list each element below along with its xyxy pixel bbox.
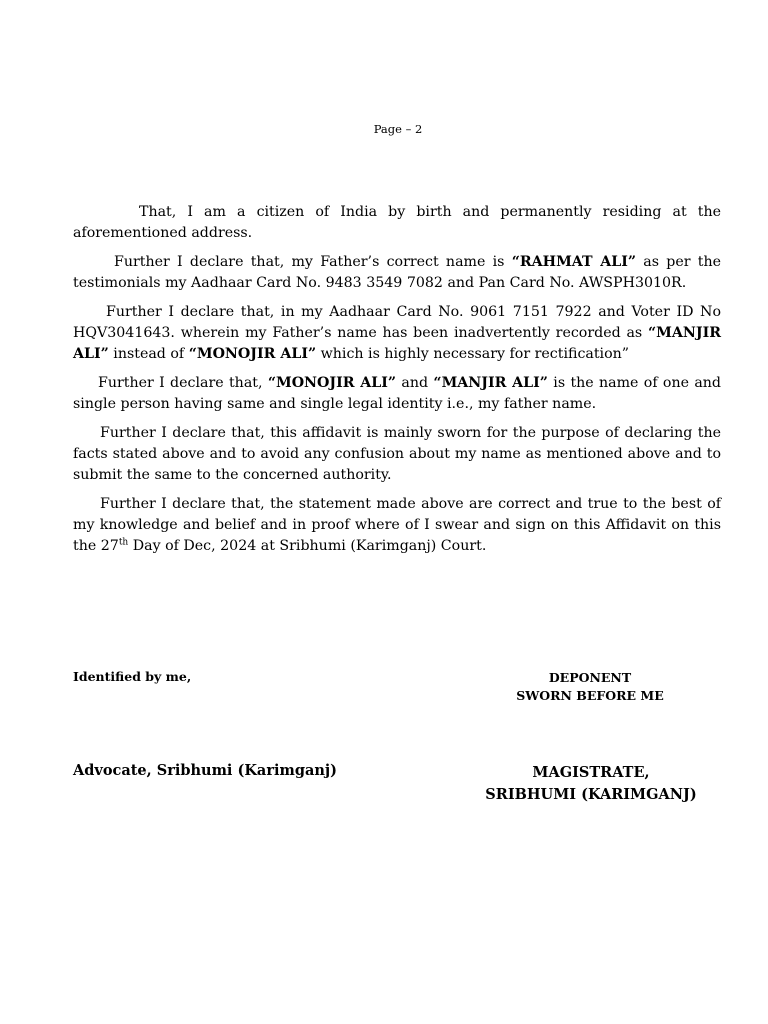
ordinal-suffix: th — [118, 537, 129, 548]
name-variant-one: “MONOJIR ALI” — [267, 375, 397, 391]
paragraph-text: Further I declare that, — [98, 375, 268, 391]
paragraph-text: Further I declare that, my Father’s correct name is — [114, 254, 512, 270]
paragraph-citizenship: That, I am a citizen of India by birth and permanently residing at the aforementioned address. — [73, 204, 721, 241]
paragraph-incorrect-record — [73, 302, 721, 365]
paragraph-correct-name — [73, 252, 721, 294]
paragraph-text: which is highly necessary for rectification” — [316, 346, 630, 362]
paragraph-same-person — [73, 373, 721, 415]
magistrate-location: SRIBHUMI (KARIMGANJ) — [485, 786, 697, 803]
sworn-before-label: SWORN BEFORE ME — [516, 688, 664, 703]
paragraph-text: instead of — [108, 346, 189, 362]
affidavit-body — [73, 202, 721, 565]
paragraph-text: Day of Dec, 2024 at Sribhumi (Karimganj) Court. — [128, 538, 487, 554]
paragraph-text: and — [396, 375, 434, 391]
paragraph-text: is the name of one and single person having same and single legal identity i.e., my father name. — [73, 375, 721, 412]
identified-by-label: Identified by me, — [73, 669, 192, 684]
magistrate-title: MAGISTRATE, — [532, 764, 650, 781]
page-number: Page – 2 — [373, 122, 423, 136]
paragraph-oath — [73, 494, 721, 557]
paragraph-text: Further I declare that, in my Aadhaar Card No. 9061 7151 7922 and Voter ID No HQV3041643. wherein my Father’s name has been inadvertently recorded as — [73, 304, 721, 341]
advocate-label: Advocate, Sribhumi (Karimganj) — [73, 762, 338, 779]
correct-father-name: “RAHMAT ALI” — [511, 254, 637, 270]
paragraph-text: Further I declare that, the statement made above are correct and true to the best of my knowledge and belief and in proof where of I swear and sign on this Affidavit on this the 27 — [73, 496, 721, 554]
paragraph-text: as per the testimonials my Aadhaar Card No. 9483 3549 7082 and Pan Card No. AWSPH3010R. — [73, 254, 722, 291]
deponent-block — [490, 669, 690, 705]
paragraph-purpose: Further I declare that, this affidavit is mainly sworn for the purpose of declaring the facts stated above and to avoid any confusion about my name as mentioned above and to submit the same to the concerned authority. — [73, 425, 721, 483]
magistrate-block — [470, 762, 712, 806]
recorded-name: “MANJIR ALI” — [73, 325, 721, 362]
deponent-label: DEPONENT — [548, 670, 632, 685]
intended-name: “MONOJIR ALI” — [188, 346, 317, 362]
name-variant-two: “MANJIR ALI” — [433, 375, 548, 391]
